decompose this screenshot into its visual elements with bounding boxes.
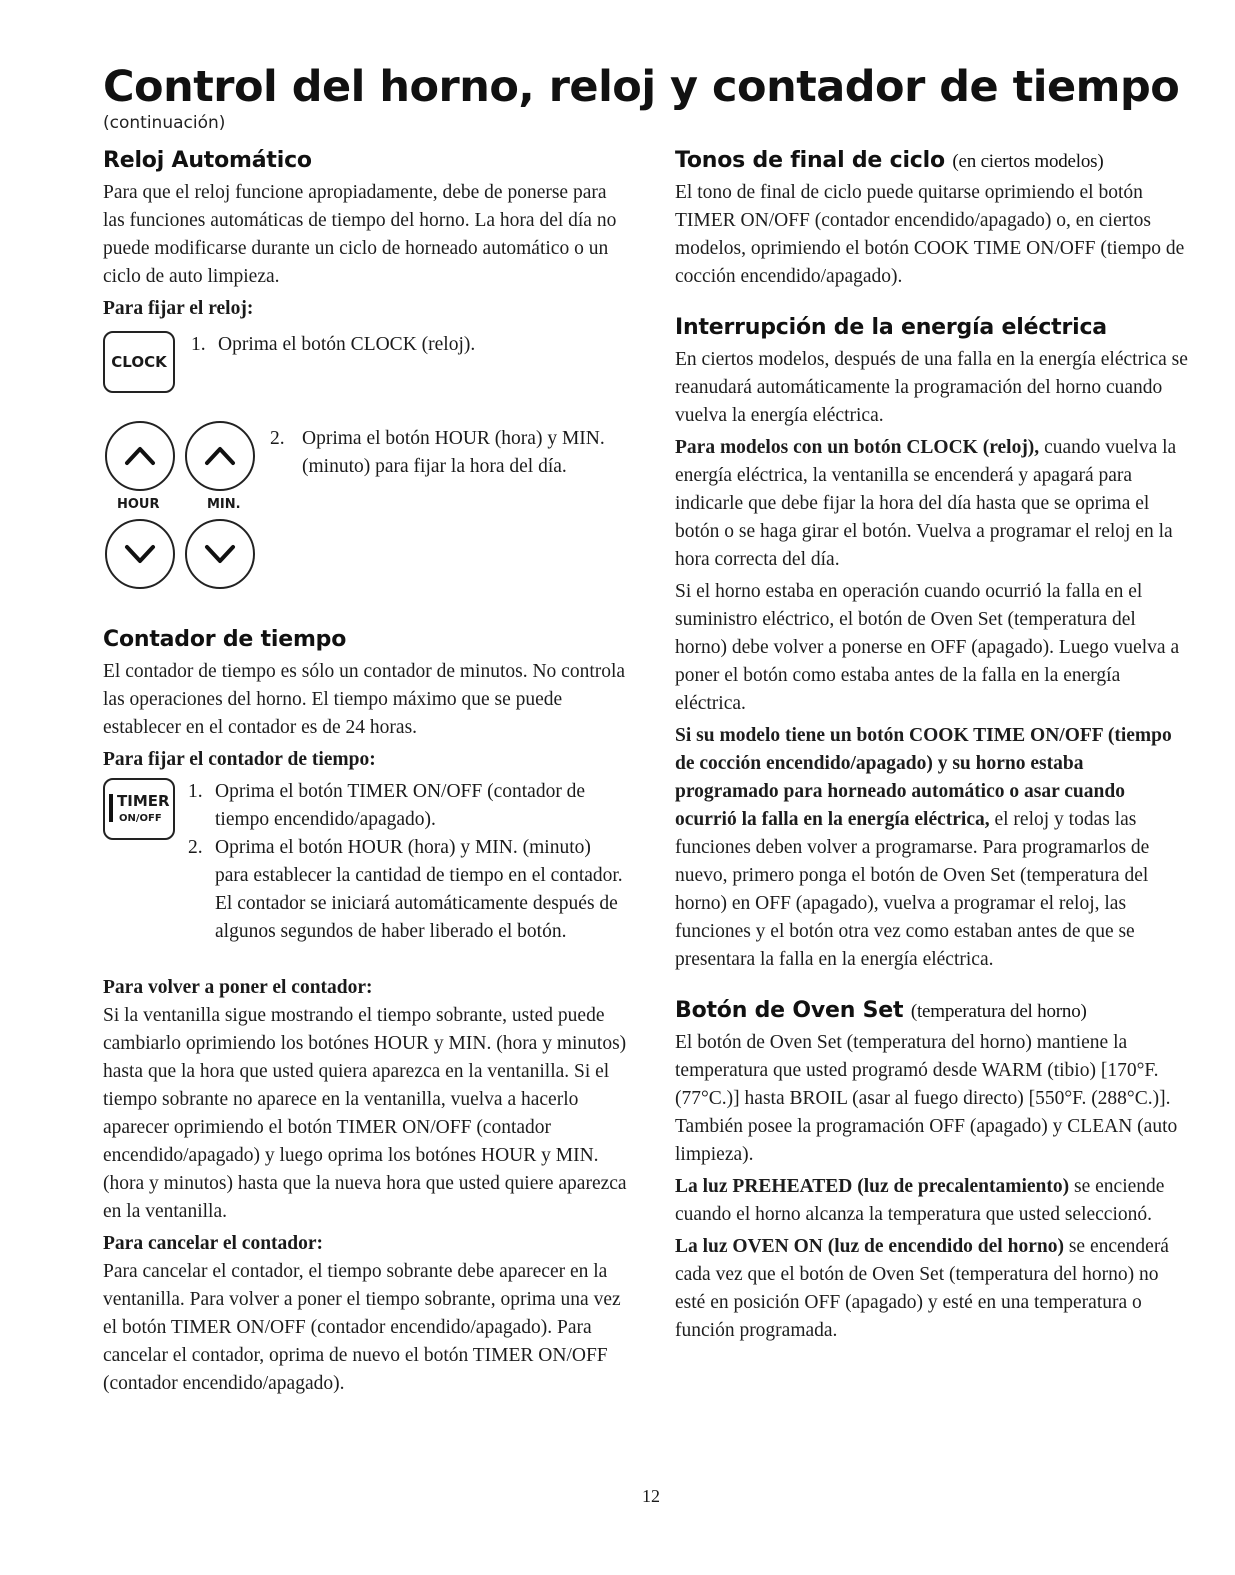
section-heading: Interrupción de la energía eléctrica xyxy=(675,315,1107,340)
heading-note: (en ciertos modelos) xyxy=(952,151,1104,172)
timer-key-icon xyxy=(103,778,175,840)
bold-lead: Para modelos con un botón CLOCK (reloj), xyxy=(675,437,1040,458)
page-number: 12 xyxy=(642,1486,660,1506)
paragraph-text: se enciende cuando el horno alcanza la temperatura que usted seleccionó. xyxy=(675,1176,1165,1225)
step-number: 1. xyxy=(191,334,206,355)
hour-up-arrow-icon xyxy=(105,421,175,491)
section-heading xyxy=(675,148,1190,173)
paragraph: El botón de Oven Set (temperatura del horno) mantiene la temperatura que usted programó desde WARM (tibio) [170°F. (77°C.)] hasta BROIL (asar al fuego directo) [550°F. (288°C.)]. También posee la programación OFF (apagado) y CLEAN (auto limpieza). xyxy=(675,1032,1178,1165)
bold-lead: Si su modelo tiene un botón COOK TIME ON/OFF (tiempo de cocción encendido/apagado) y su horno estaba programado para horneado automático o asar cuando ocurrió la falla en la energía eléctrica, xyxy=(675,725,1172,830)
paragraph xyxy=(675,1173,1190,1229)
step-text: Oprima el botón TIMER ON/OFF (contador de tiempo encendido/apagado). xyxy=(215,781,586,830)
hour-down-arrow-icon xyxy=(105,519,175,589)
step-2 xyxy=(270,425,625,481)
heading-text: Botón de Oven Set xyxy=(675,998,904,1023)
step-text: Oprima el botón CLOCK (reloj). xyxy=(218,334,476,355)
paragraph: El contador de tiempo es sólo un contador de minutos. No controla las operaciones del horno. El tiempo máximo que se puede establecer en el contador es de 24 horas. xyxy=(103,661,626,738)
clock-step-row xyxy=(103,331,633,411)
section-boton-oven-set xyxy=(675,998,1190,1345)
paragraph: Para que el reloj funcione apropiadamente, debe de ponerse para las funciones automáticas de tiempo del horno. La hora del día no puede modificarse durante un ciclo de horneado automático o un ciclo de auto limpieza. xyxy=(103,182,617,287)
step-2 xyxy=(188,834,628,946)
section-tonos-final-ciclo xyxy=(675,148,1190,291)
section-heading: Reloj Automático xyxy=(103,148,312,173)
timer-indicator-bar xyxy=(109,794,113,822)
subheading: Para volver a poner el contador: xyxy=(103,977,373,998)
hour-label: HOUR xyxy=(117,497,160,512)
paragraph: Si la ventanilla sigue mostrando el tiempo sobrante, usted puede cambiarlo oprimiendo los botónes HOUR y MIN. (hora y minutos) hasta que la hora que usted quiera aparezca en la ventanilla. Si el tiempo sobrante no aparece en la ventanilla, vuelva a hacerlo aparecer oprimiendo el botón TIMER ON/OFF (contador encendido/apagado) y luego oprima los botónes HOUR y MIN. (hora y minutos) hasta que la nueva hora que usted quiere aparezca en la ventanilla. xyxy=(103,1005,627,1222)
paragraph-text: se encenderá cada vez que el botón de Oven Set (temperatura del horno) no esté en posición OFF (apagado) y esté en una temperatura o función programada. xyxy=(675,1236,1169,1341)
step-1 xyxy=(191,331,631,359)
bold-lead: La luz OVEN ON (luz de encendido del horno) xyxy=(675,1236,1064,1257)
bold-lead: La luz PREHEATED (luz de precalentamiento) xyxy=(675,1176,1070,1197)
left-column xyxy=(103,148,633,1402)
paragraph xyxy=(675,722,1190,974)
hour-min-step-row xyxy=(103,411,633,601)
right-column xyxy=(675,148,1190,1349)
heading-text: Tonos de final de ciclo xyxy=(675,148,945,173)
min-down-arrow-icon xyxy=(185,519,255,589)
paragraph: En ciertos modelos, después de una falla en la energía eléctrica se reanudará automáticamente la programación del horno cuando vuelva la energía eléctrica. xyxy=(675,349,1188,426)
section-interrupcion-energia xyxy=(675,315,1190,974)
section-contador-de-tiempo xyxy=(103,627,633,1398)
step-number: 2. xyxy=(188,837,203,858)
page-subtitle: (continuación) xyxy=(103,113,226,133)
subheading: Para fijar el contador de tiempo: xyxy=(103,749,376,770)
clock-key-icon xyxy=(103,331,175,393)
paragraph: Si el horno estaba en operación cuando ocurrió la falla en el suministro eléctrico, el botón de Oven Set (temperatura del horno) debe volver a ponerse en OFF (apagado). Luego vuelva a poner el botón como estaba antes de la falla en la energía eléctrica. xyxy=(675,581,1180,714)
step-number: 2. xyxy=(270,428,285,449)
timer-key-sublabel: ON/OFF xyxy=(119,813,162,824)
section-heading: Contador de tiempo xyxy=(103,627,347,652)
min-label: MIN. xyxy=(207,497,241,512)
clock-key-label: CLOCK xyxy=(111,353,167,371)
section-heading xyxy=(675,998,1190,1023)
timer-key-label: TIMER xyxy=(117,792,170,810)
paragraph xyxy=(675,434,1190,574)
paragraph-text: el reloj y todas las funciones deben volver a programarse. Para programarlos de nuevo, primero ponga el botón de Oven Set (temperatura del horno) en OFF (apagado), vuelva a programar el reloj, las funciones y el botón otra vez como estaban antes de que se presentara la falla en la energía eléctrica. xyxy=(675,809,1150,970)
paragraph: El tono de final de ciclo puede quitarse oprimiendo el botón TIMER ON/OFF (contador encendido/apagado) o, en ciertos modelos, oprimiendo el botón COOK TIME ON/OFF (tiempo de cocción encendido/apagado). xyxy=(675,182,1185,287)
min-up-arrow-icon xyxy=(185,421,255,491)
heading-note: (temperatura del horno) xyxy=(910,1001,1087,1022)
paragraph: Para cancelar el contador, el tiempo sobrante debe aparecer en la ventanilla. Para volver a poner el tiempo sobrante, oprima una vez el botón TIMER ON/OFF (contador encendido/apagado). Para cancelar el contador, oprima de nuevo el botón TIMER ON/OFF (contador encendido/apagado). xyxy=(103,1261,621,1394)
step-1 xyxy=(188,778,628,834)
section-reloj-automatico xyxy=(103,148,633,601)
page-title: Control del horno, reloj y contador de tiempo xyxy=(103,62,1180,112)
subheading: Para fijar el reloj: xyxy=(103,298,254,319)
step-text: Oprima el botón HOUR (hora) y MIN. (minuto) para establecer la cantidad de tiempo en el contador. El contador se iniciará automáticamente después de algunos segundos de haber liberado el botón. xyxy=(215,837,623,942)
subheading: Para cancelar el contador: xyxy=(103,1233,324,1254)
timer-step-row xyxy=(103,778,633,974)
step-number: 1. xyxy=(188,781,203,802)
paragraph-text: cuando vuelva la energía eléctrica, la ventanilla se encenderá y apagará para indicarle que debe fijar la hora del día hasta que se oprima el botón o se haga girar el botón. Vuelva a programar el reloj en la hora correcta del día. xyxy=(675,437,1177,570)
paragraph xyxy=(675,1233,1190,1345)
step-text: Oprima el botón HOUR (hora) y MIN. (minuto) para fijar la hora del día. xyxy=(302,428,605,477)
